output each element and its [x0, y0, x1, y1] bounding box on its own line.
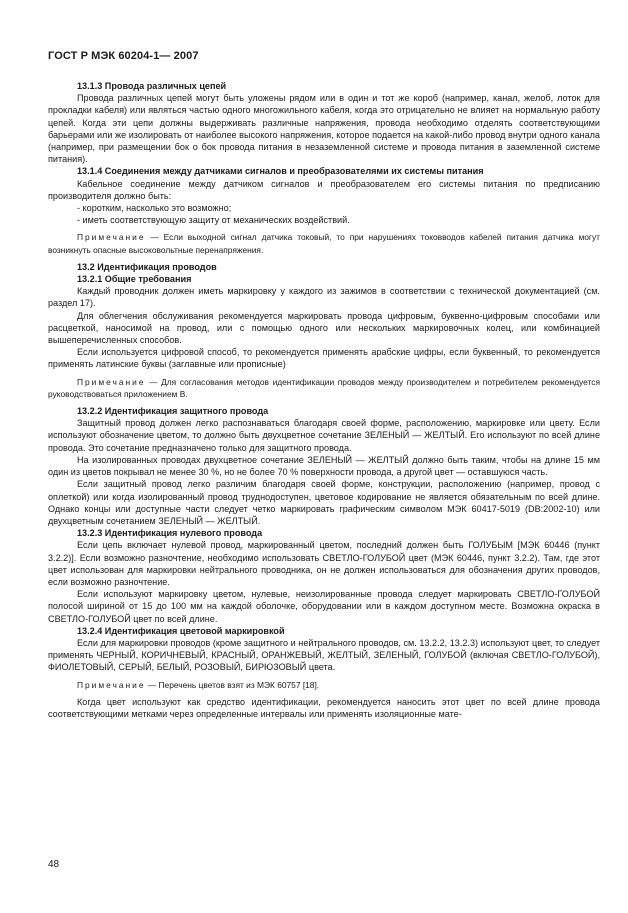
- body-paragraph: Если используется цифровой способ, то рекомендуется применять арабские цифры, если буквенный, то рекомендуется применять латинские буквы (заглавные или прописные): [48, 347, 600, 370]
- body-paragraph: На изолированных проводах двухцветное сочетание ЗЕЛЕНЫЙ — ЖЕЛТЫЙ должно быть таким, чтобы на длине 15 мм один из цветов покрывал не менее 30 %, но не более 70 % поверхности провода, а другой цвет — оставшуюся часть.: [48, 454, 600, 478]
- note-text: — Перечень цветов взят из МЭК 60757 [18].: [145, 679, 320, 690]
- list-item: - коротким, насколько это возможно;: [77, 203, 232, 214]
- body-paragraph: Для облегчения обслуживания рекомендуется маркировать провода цифровым, буквенно-цифровым способами или расцветкой, наносимой на провод, или с помощью одного или нескольких маркировочных колец, или комбинацией вышеперечисленных способов.: [48, 310, 600, 346]
- body-paragraph: Если защитный провод легко различим благодаря своей форме, конструкции, расположению (например, провод с оплеткой) или когда изолированный провод труднодоступен, цветовое кодирование не является обязательным по всей длине. Однако концы или доступные части следует четко маркировать графическим символом МЭК 60417-5019 (DB:2002-10) или двухцветным сочетанием ЗЕЛЕНЫЙ — ЖЕЛТЫЙ.: [48, 479, 600, 526]
- body-paragraph: Если используют маркировку цветом, нулевые, неизолированные провода следует маркировать СВЕТЛО-ГОЛУБОЙ полосой шириной от 15 до 100 мм на каждой оболочке, оборудовании или в каждом доступном месте. Возможна окраска в СВЕТЛО-ГОЛУБОЙ цвет по всей длине.: [48, 589, 600, 624]
- section-heading: 13.1.4 Соединения между датчиками сигналов и преобразователями их системы питания: [77, 166, 484, 177]
- body-paragraph: Если для маркировки проводов (кроме защитного и нейтрального проводов, см. 13.2.2, 13.2.3) используют цвет, то следует применять ЧЕРНЫЙ, КОРИЧНЕВЫЙ, КРАСНЫЙ, ОРАНЖЕВЫЙ, ЖЕЛТЫЙ, ЗЕЛЕНЫЙ, ГОЛУБОЙ (включая СВЕТЛО-ГОЛУБОЙ), ФИОЛЕТОВЫЙ, СЕРЫЙ, БЕЛЫЙ, РОЗОВЫЙ, БИРЮЗОВЫЙ цвета.: [48, 637, 600, 673]
- note-paragraph: [48, 376, 600, 400]
- body-paragraph: Защитный провод должен легко распознаваться благодаря своей форме, расположению, маркировке или цвету. Если используют обозначение цветом, то должно быть двухцветное сочетание ЗЕЛЕНЫЙ — ЖЕЛТЫЙ. Его используют по всей длине провода. Это сочетание предназначено только для защитного провода.: [48, 418, 600, 453]
- body-paragraph: Когда цвет используют как средство идентификации, рекомендуется наносить этот цвет по всей длине провода соответствующими метками через определенные интервалы или применять изоляционные мате-: [48, 696, 600, 719]
- document-header: ГОСТ Р МЭК 60204-1— 2007: [48, 50, 199, 62]
- list-item: - иметь соответствующую защиту от механических воздействий.: [77, 215, 350, 226]
- body-paragraph: Провода различных цепей могут быть уложены рядом или в один и тот же короб (например, канал, желоб, лоток для прокладки кабеля) или являться частью одного многожильного кабеля, когда это отрицательно не влияет на нормальную работу цепей. Когда эти цепи должны выдерживать различные напряжения, провода необходимо отделять соответствующими барьерами или же изолировать от наиболее высокого напряжения, которое подается на какой-либо провод внутри одного канала (например, при размещении бок о бок провода питания в незаземленной системе и провода питания в заземленной системе питания).: [48, 93, 600, 165]
- section-heading: 13.2.2 Идентификация защитного провода: [77, 406, 269, 417]
- body-paragraph: Каждый проводник должен иметь маркировку у каждого из зажимов в соответствии с технической документацией (см. раздел 17).: [48, 286, 600, 309]
- section-heading: 13.2.3 Идентификация нулевого провода: [77, 528, 263, 539]
- body-paragraph: Кабельное соединение между датчиком сигналов и преобразователем его системы питания по предписанию производителя должно быть:: [48, 178, 600, 201]
- note-label: Примечание: [77, 232, 146, 243]
- section-heading: 13.1.3 Провода различных цепей: [77, 81, 227, 91]
- note-paragraph: [48, 679, 600, 691]
- body-paragraph: Если цепь включает нулевой провод, маркированный цветом, последний должен быть ГОЛУБЫМ [МЭК 60446 (пункт 3.2.2)]. Если возможно разночтение, необходимо использовать СВЕТЛО-ГОЛУБОЙ цвет (МЭК 60446, пункт 3.2.2). Там, где этот цвет использован для маркировки нейтрального проводника, он не должен использоваться для обозначения других проводов, если возможно разночтение.: [48, 540, 600, 587]
- note-label: Примечание: [77, 376, 146, 387]
- note-paragraph: [48, 231, 600, 255]
- note-text: — Для согласования методов идентификации проводов между производителем и потребителем рекомендуется руководствоваться приложением В.: [48, 376, 600, 399]
- section-heading: 13.2 Идентификация проводов: [77, 261, 217, 272]
- note-label: Примечание: [77, 679, 146, 690]
- page-number: 48: [48, 859, 60, 870]
- section-heading: 13.2.1 Общие требования: [77, 274, 192, 285]
- section-heading: 13.2.4 Идентификация цветовой маркировкой: [77, 625, 285, 636]
- note-text: — Если выходной сигнал датчика токовый, то при нарушениях токовводов кабелей питания датчика могут возникнуть опасные высоковольтные перенапряжения.: [48, 232, 600, 255]
- document-body: [48, 80, 600, 720]
